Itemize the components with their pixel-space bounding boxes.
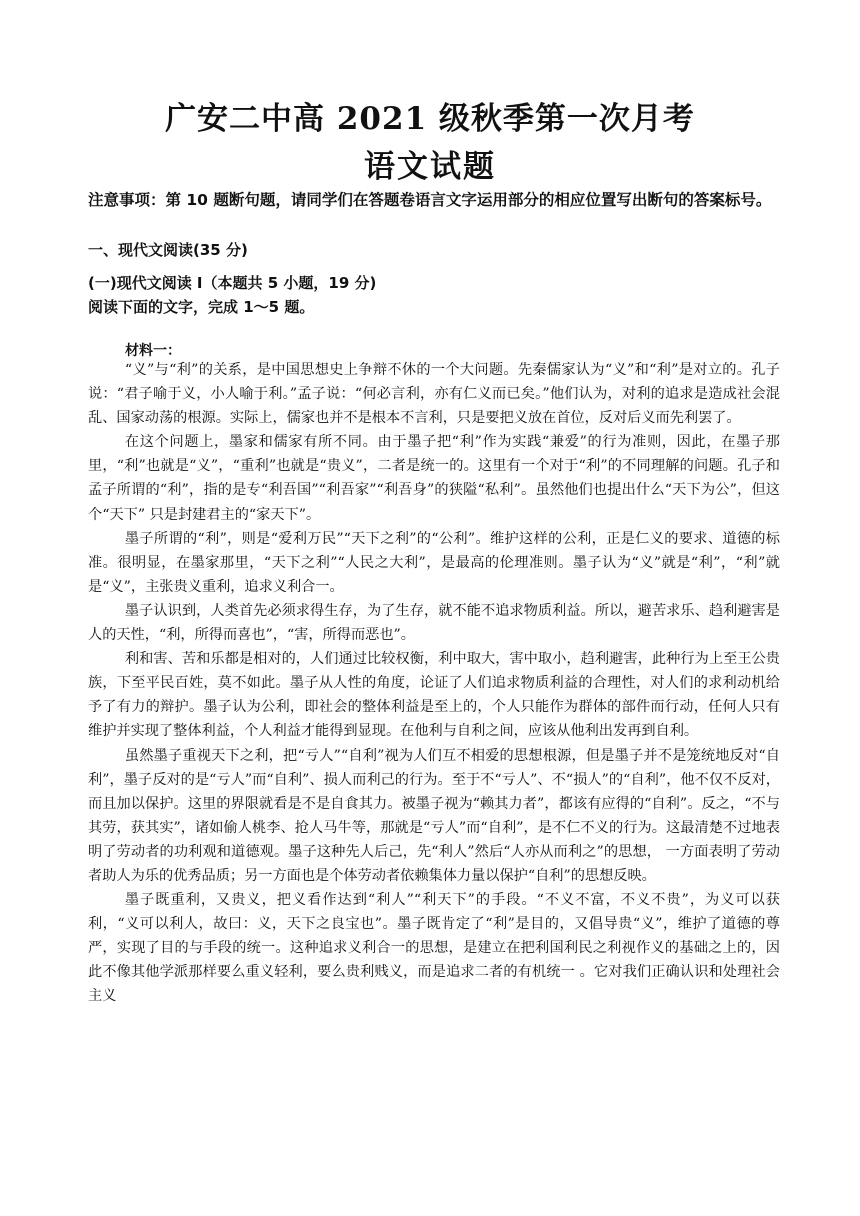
reading-instruction: 阅读下面的文字，完成 1～5 题。 — [88, 298, 315, 316]
paragraph: 虽然墨子重视天下之利，把“亏人”“自利”视为人们互不相爱的思想根源，但是墨子并不是笼统地反对“自利”，墨子反对的是“亏人”而“自利”、损人而利己的行为。至于不“亏人”、不“损人”的“自利”，他不仅不反对，而且加以保护。这里的界限就看是不是自食其力。被墨子视为“赖其力者”，都该有应得的“自利”。反之，“不与其劳，获其实”，诸如偷人桃李、抢人马牛等，那就是“亏人”而“自利”，是不仁不义的行为。这最清楚不过地表明了劳动者的功利观和道德观。墨子这种先人后己，先“利人”然后“人亦从而利之”的思想， 一方面表明了劳动者助人为乐的优秀品质；另一方面也是个体劳动者依赖集体力量以保护“自利”的思想反映。 — [88, 747, 780, 884]
material-body — [88, 358, 780, 1009]
section-heading: 一、现代文阅读(35 分) — [88, 241, 248, 259]
material-label: 材料一： — [125, 343, 181, 359]
subsection-heading: (一)现代文阅读 I（本题共 5 小题，19 分) — [88, 274, 377, 292]
subject-title: 语文试题 — [364, 149, 496, 185]
paragraph: 在这个问题上，墨家和儒家有所不同。由于墨子把“利”作为实践“兼爱”的行为准则，因此，在墨子那里，“利”也就是“义”，“重利”也就是“贵义”，二者是统一的。这里有一个对于“利”的不同理解的问题。孔子和孟子所谓的“利”，指的是专“利吾国”“利吾家”“利吾身”的狭隘“私利”。虽然他们也提出什么“天下为公”，但这个“天下” 只是封建君主的“家天下”。 — [88, 434, 780, 523]
paragraph: 墨子认识到，人类首先必须求得生存，为了生存，就不能不追求物质利益。所以，避苦求乐、趋利避害是人的天性，“利，所得而喜也”，“害，所得而恶也”。 — [88, 602, 780, 644]
exam-title: 广安二中高 2021 级秋季第一次月考 — [165, 101, 695, 137]
paragraph: “义”与“利”的关系，是中国思想史上争辩不休的一个大问题。先秦儒家认为“义”和“利”是对立的。孔子说：“君子喻于义，小人喻于利。”孟子说：“何必言利，亦有仁义而已矣。”他们认为，对利的追求是造成社会混乱、国家动荡的根源。实际上，儒家也并不是根本不言利，只是要把义放在首位，反对后义而先利罢了。 — [88, 362, 780, 427]
paragraph: 墨子既重利，又贵义，把义看作达到“利人”“利天下”的手段。“不义不富，不义不贵”，为义可以获利，“义可以利人，故曰：义，天下之良宝也”。墨子既肯定了“利”是目的，又倡导贵“义”，维护了道德的尊严，实现了目的与手段的统一。这种追求义利合一的思想，是建立在把利国利民之利视作义的基础之上的，因此不像其他学派那样要么重义轻利，要么贵利贱义，而是追求二者的有机统一 。它对我们正确认识和处理社会主义 — [88, 892, 780, 1005]
paragraph: 墨子所谓的“利”，则是“爱利万民”“天下之利”的“公利”。维护这样的公利，正是仁义的要求、道德的标准。很明显，在墨家那里，“天下之利”“人民之大利”，是最高的伦理准则。墨子认为“义”就是“利”，“利”就是“义”，主张贵义重利，追求义利合一。 — [88, 530, 780, 595]
notice-text: 注意事项：第 10 题断句题，请同学们在答题卷语言文字运用部分的相应位置写出断句的答案标号。 — [88, 191, 772, 209]
paragraph: 利和害、苦和乐都是相对的，人们通过比较权衡，利中取大，害中取小，趋利避害，此种行为上至王公贵族，下至平民百姓，莫不如此。墨子从人性的角度，论证了人们追求物质利益的合理性，对人们的求利动机给予了有力的辩护。墨子认为公利，即社会的整体利益是至上的，个人只能作为群体的部件而行动，任何人只有维护并实现了整体利益，个人利益才能得到显现。在他利与自利之间，应该从他利出发再到自利。 — [88, 651, 780, 740]
